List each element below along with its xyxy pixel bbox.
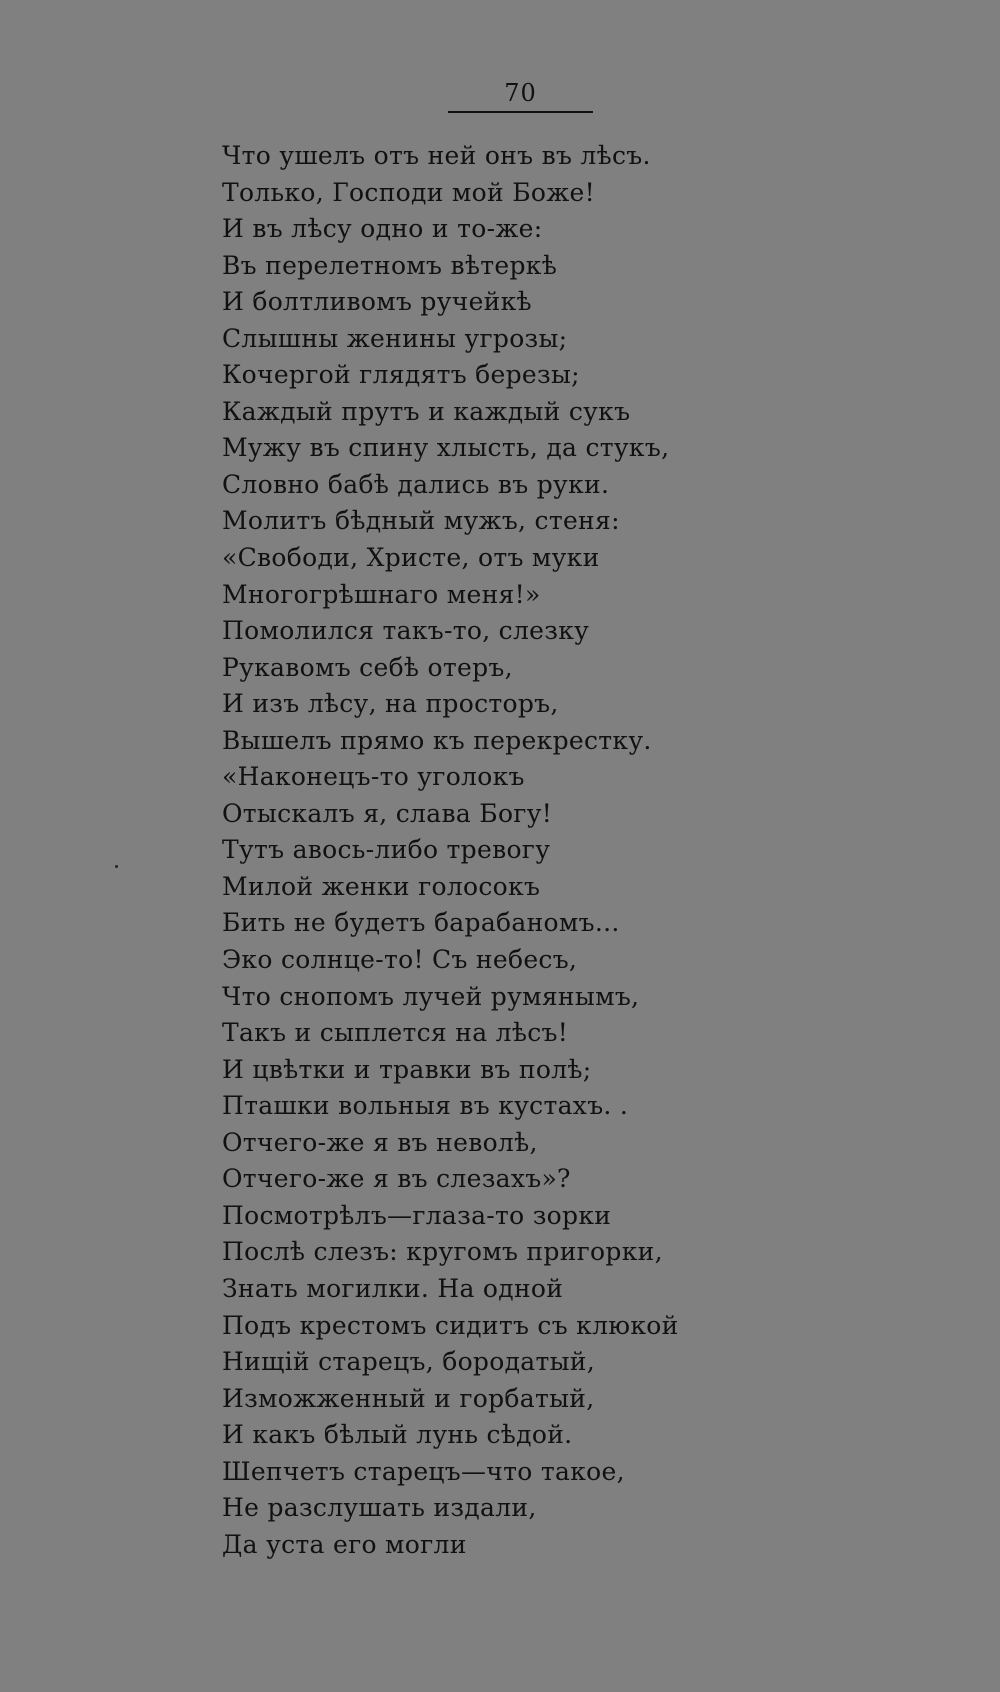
poem-line: Отчего-же я въ слезахъ»? <box>222 1164 571 1194</box>
poem-line: Тутъ авось-либо тревогу <box>222 835 551 865</box>
poem-line: Молитъ бѣдный мужъ, стеня: <box>222 506 620 536</box>
poem-line: Нищій старецъ, бородатый, <box>222 1347 596 1377</box>
poem-line: Отыскалъ я, слава Богу! <box>222 798 553 828</box>
page-speck <box>115 865 118 868</box>
poem-line: Подъ крестомъ сидитъ съ клюкой <box>222 1310 679 1340</box>
poem-line: Что ушелъ отъ ней онъ въ лѣсъ. <box>222 141 651 170</box>
poem-line: Въ перелетномъ вѣтеркѣ <box>222 250 558 280</box>
poem-line: «Наконецъ-то уголокъ <box>222 762 525 792</box>
poem-line: Что снопомъ лучей румянымъ, <box>222 981 640 1011</box>
poem-line: И болтливомъ ручейкѣ <box>222 287 532 317</box>
poem-line: Не разслушать издали, <box>222 1493 537 1523</box>
poem-line: Словно бабѣ дались въ руки. <box>222 469 610 499</box>
poem-text <box>222 138 722 1563</box>
poem-line: Бить не будетъ барабаномъ... <box>222 908 620 938</box>
poem-line: Отчего-же я въ неволѣ, <box>222 1127 538 1157</box>
poem-line: Рукавомъ себѣ отеръ, <box>222 652 513 682</box>
poem-line: И цвѣтки и травки въ полѣ; <box>222 1054 592 1084</box>
poem-line: И какъ бѣлый лунь сѣдой. <box>222 1420 573 1450</box>
poem-line: Шепчетъ старецъ—что такое, <box>222 1456 625 1486</box>
poem-line: Изможженный и горбатый, <box>222 1383 595 1413</box>
poem-line: Многогрѣшнаго меня!» <box>222 579 541 609</box>
poem-line: Только, Господи мой Боже! <box>222 177 595 207</box>
poem-line: Да уста его могли <box>222 1529 467 1559</box>
poem-line: Знать могилки. На одной <box>222 1273 564 1303</box>
poem-line: Эко солнце-то! Съ небесъ, <box>222 945 578 975</box>
poem-line: Слышны женины угрозы; <box>222 323 568 353</box>
page-number: 70 <box>504 79 537 107</box>
poem-line: Посмотрѣлъ—глаза-то зорки <box>222 1200 612 1230</box>
poem-line: И изъ лѣсу, на просторъ, <box>222 689 559 719</box>
poem-line: Такъ и сыплется на лѣсъ! <box>222 1018 569 1048</box>
poem-line: Послѣ слезъ: кругомъ пригорки, <box>222 1237 663 1267</box>
poem-line: Милой женки голосокъ <box>222 871 541 901</box>
poem-line: Мужу въ спину хлысть, да стукъ, <box>222 433 670 463</box>
poem-line: И въ лѣсу одно и то-же: <box>222 214 543 244</box>
poem-line: Пташки вольныя въ кустахъ. . <box>222 1091 629 1121</box>
poem-line: Каждый прутъ и каждый сукъ <box>222 396 631 426</box>
page-number-rule <box>448 111 593 113</box>
poem-line: Помолился такъ-то, слезку <box>222 616 590 646</box>
poem-line: Вышелъ прямо къ перекрестку. <box>222 725 652 755</box>
poem-line: «Свободи, Христе, отъ муки <box>222 543 600 573</box>
poem-line: Кочергой глядятъ березы; <box>222 360 580 390</box>
